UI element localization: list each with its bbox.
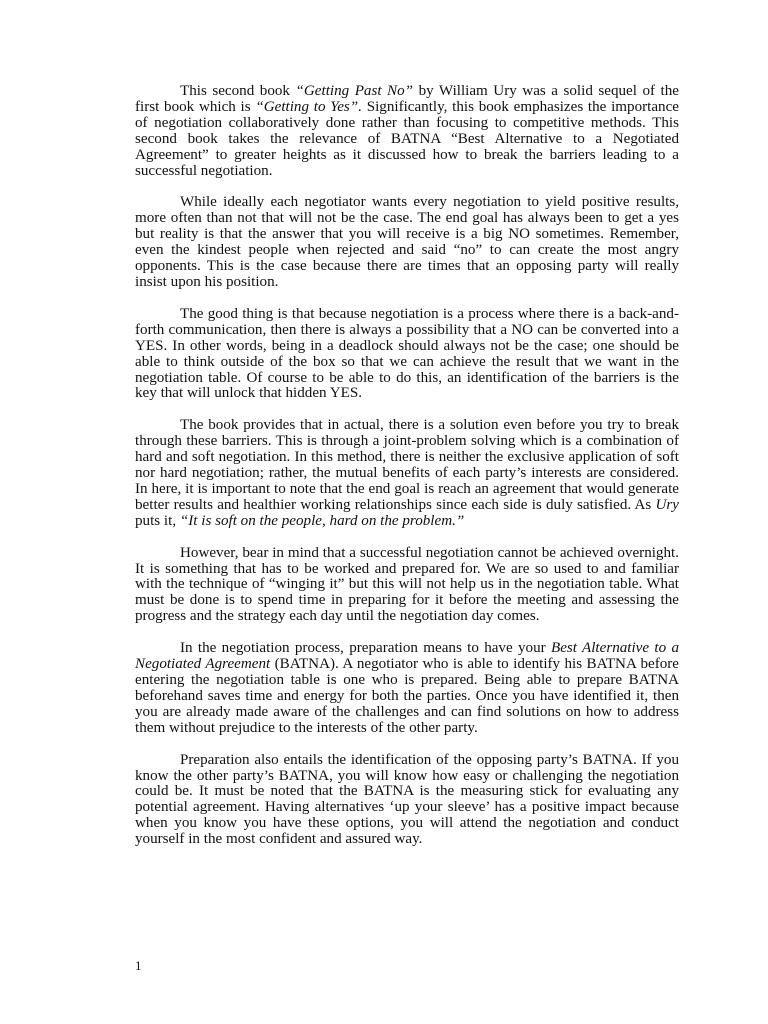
text-run: The book provides that in actual, there is a solution even before you try to break through these barriers. This is through a joint-problem solving which is a combination of hard and soft negotiation. In this method, there is neither the exclusive application of soft nor hard negotiation; rather, the mutual benefits of each party’s interests are considered. In here, it is important to note that the end goal is reach an agreement that would generate better results and healthier working relationships since each side is duly satisfied. As xyxy=(135,417,679,513)
text-run: Preparation also entails the identification of the opposing party’s BATNA. If you know the other party’s BATNA, you will know how easy or challenging the negotiation could be. It must be noted that the BATNA is the measuring stick for evaluating any potential agreement. Having alternatives ‘up your sleeve’ has a positive impact because when you know you have these options, you will attend the negotiation and conduct yourself in the most confident and assured way. xyxy=(135,751,679,848)
text-run: Significantly, this book emphasizes the importance of negotiation collaboratively done rather than focusing to competitive methods. This second book takes the relevance of BATNA “Best Alternative to a Negotiated Agreement” to greater heights as it discussed how to break the barriers leading to a successful negotiation. xyxy=(135,98,679,179)
text-run: puts it, xyxy=(135,512,180,529)
italic-text-run: Best Alternative to a Negotiated Agreement xyxy=(135,640,679,673)
document-body xyxy=(135,84,679,848)
text-run: The good thing is that because negotiation is a process where there is a back-and-forth communication, then there is always a possibility that a NO can be converted into a YES. In other words, being in a deadlock should always not be the case; one should be able to think outside of the box so that we can achieve the result that we want in the negotiation table. Of course to be able to do this, an identification of the barriers is the key that will unlock that hidden YES. xyxy=(135,305,679,402)
text-run: by William Ury was a solid sequel of the first book which is xyxy=(135,83,679,115)
italic-text-run: Ury xyxy=(655,496,679,513)
paragraph xyxy=(135,418,679,529)
text-run: While ideally each negotiator wants every negotiation to yield positive results, more often than not that will not be the case. The end goal has always been to get a yes but reality is that the answer that you will receive is a big NO sometimes. Remember, even the kindest people when rejected and said “no” to can create the most angry opponents. This is the case because there are times that an opposing party will really insist upon his position. xyxy=(135,194,679,290)
italic-text-run: “Getting Past No” xyxy=(295,83,414,99)
paragraph xyxy=(135,195,679,290)
text-run: However, bear in mind that a successful negotiation cannot be achieved overnight. It is something that has to be worked and prepared for. We are so used to and familiar with the technique of “winging it” but this will not help us in the negotiation table. What must be done is to spend time in preparing for it before the meeting and assessing the progress and the strategy each day until the negotiation day comes. xyxy=(135,544,679,625)
text-run: (BATNA). A negotiator who is able to identify his BATNA before entering the negotiation table is one who is prepared. Being able to prepare BATNA beforehand saves time and energy for both the parties. Once you have identified it, then you are already made aware of the challenges and can find solutions on how to address them without prejudice to the interests of the other party. xyxy=(135,656,679,736)
paragraph xyxy=(135,641,679,736)
text-run: In the negotiation process, preparation means to have your xyxy=(180,640,551,657)
paragraph xyxy=(135,84,679,179)
paragraph xyxy=(135,546,679,626)
paragraph xyxy=(135,307,679,402)
paragraph xyxy=(135,753,679,848)
italic-text-run: “Getting to Yes”. xyxy=(255,98,362,115)
italic-text-run: “It is soft on the people, hard on the problem.” xyxy=(179,512,465,529)
text-run: This second book xyxy=(180,83,296,99)
page-number: 1 xyxy=(135,958,142,973)
